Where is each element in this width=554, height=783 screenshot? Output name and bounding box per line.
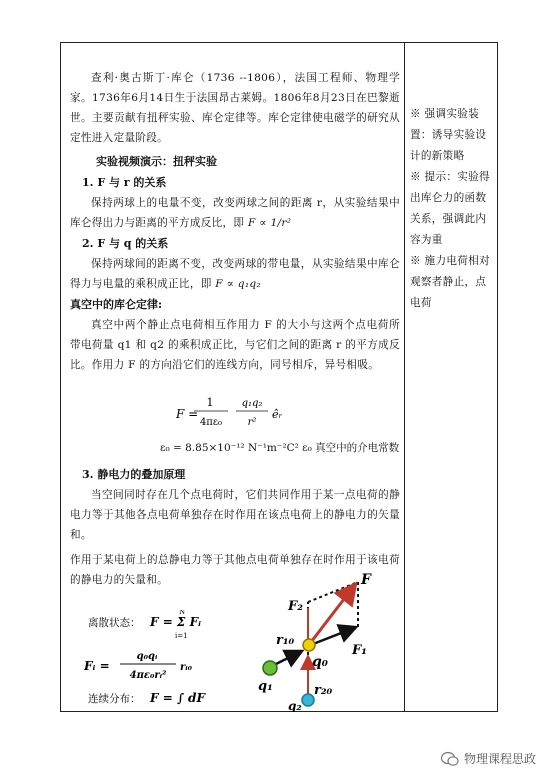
fi-frac-top: q₀qᵢ	[136, 651, 158, 662]
fi-frac-bottom: 4πε₀rᵢ²	[129, 670, 167, 681]
intro-paragraph: 查利·奥古斯丁·库仑（1736 --1806），法国工程师、物理学家。1736年6月14日生于法国昂古莱姆。1806年8月23日在巴黎逝世。主要贡献有扭秤实验、库仑定律等。库仑定律使电磁学的研究从定性进入定量阶段。	[70, 72, 400, 144]
main-content-column	[70, 42, 400, 375]
continuous-eq: F = ∫ dF	[150, 691, 205, 705]
eq-frac2-top: q₁q₂	[241, 398, 263, 409]
side-note-3: ※ 施力电荷相对观察者静止，点电荷	[410, 255, 490, 309]
discrete-eq: F = Σ Fᵢ	[150, 615, 201, 629]
continuous-label: 连续分布：	[88, 693, 141, 705]
section1-title: 1. F 与 r 的关系	[82, 176, 167, 189]
fi-equation-svg	[84, 648, 214, 688]
epsilon-constant: ε₀ = 8.85×10⁻¹² N⁻¹m⁻²C² ε₀ 真空中的介电常数	[160, 442, 400, 454]
continuous-equation	[88, 686, 228, 712]
column-divider	[404, 42, 405, 712]
fi-lhs: Fᵢ =	[84, 659, 110, 673]
section2-text: 保持两球间的距离不变，改变两球的带电量，从实验结果中库仑得力与电量的乘积成正比，即 F ∝ q₁q₂	[70, 258, 400, 290]
eq-unit-vector: êᵣ	[272, 408, 283, 421]
force-vector-diagram	[252, 566, 387, 712]
label-F1: F₁	[352, 643, 367, 658]
section2-formula: F ∝ q₁q₂	[215, 278, 262, 290]
eq-frac2-bottom: r²	[247, 417, 257, 428]
section3-text2: 作用于某电荷上的总静电力等于其他点电荷单独存在时作用于该电荷的静电力的矢量和。	[70, 554, 400, 586]
section2-title: 2. F 与 q 的关系	[82, 237, 169, 250]
teacher-notes-column	[410, 104, 495, 314]
section3-title: 3. 静电力的叠加原理	[82, 468, 186, 481]
discrete-equation-svg	[88, 610, 238, 646]
coulomb-equation	[176, 394, 346, 437]
label-r20: r₂₀	[314, 683, 333, 698]
section1-formula: F ∝ 1/r²	[247, 217, 292, 229]
wechat-icon	[441, 751, 459, 767]
coulomb-law-text: 真空中两个静止点电荷相互作用力 F 的大小与这两个点电荷所带电荷量 q1 和 q2 的乘积成正比，与它们之间的距离 r 的平方成反比。作用力 F 的方向沿它们的连线方向，同号相斥，异号相吸。	[70, 319, 400, 371]
discrete-sum-bottom: i=1	[175, 632, 188, 640]
label-F2: F₂	[288, 599, 303, 614]
side-note-1: ※ 强调实验装置：诱导实验设计的新策略	[410, 108, 487, 162]
label-r10: r₁₀	[276, 633, 295, 648]
watermark-text: 物理课程思政	[463, 752, 536, 766]
fi-unit: rᵢ₀	[180, 662, 193, 673]
continuous-equation-svg	[88, 686, 228, 708]
label-q0: q₀	[312, 654, 328, 670]
section1-text: 保持两球上的电量不变，改变两球之间的距离 r，从实验结果中库仑得出力与距离的平方成反比，即 F ∝ 1/r²	[70, 197, 400, 229]
eq-frac-top: 1	[206, 396, 214, 409]
discrete-label: 离散状态：	[88, 617, 141, 629]
coulomb-equation-svg	[176, 394, 346, 434]
discrete-sum-top: N	[179, 610, 186, 616]
eq-lhs: F =	[176, 407, 199, 421]
q0-charge	[303, 639, 315, 651]
q2-charge	[302, 694, 314, 706]
q1-charge	[263, 661, 277, 675]
eq-frac-bottom: 4πε₀	[199, 417, 223, 428]
side-note-2: ※ 提示：实验得出库仑力的函数关系，强调此内容为重	[410, 171, 490, 246]
label-q1: q₁	[258, 679, 273, 694]
video-heading: 实验视频演示：扭秤实验	[96, 155, 217, 168]
wechat-watermark	[441, 750, 536, 767]
section3-text1: 当空间同时存在几个点电荷时，它们共同作用于某一点电荷的静电力等于其他各点电荷单独存在时作用在该点电荷上的静电力的矢量和。	[70, 489, 400, 541]
discrete-equation	[88, 610, 238, 650]
label-F: F	[361, 572, 371, 588]
coulomb-law-heading: 真空中的库仑定律:	[70, 298, 163, 311]
label-q2: q₂	[288, 699, 302, 712]
